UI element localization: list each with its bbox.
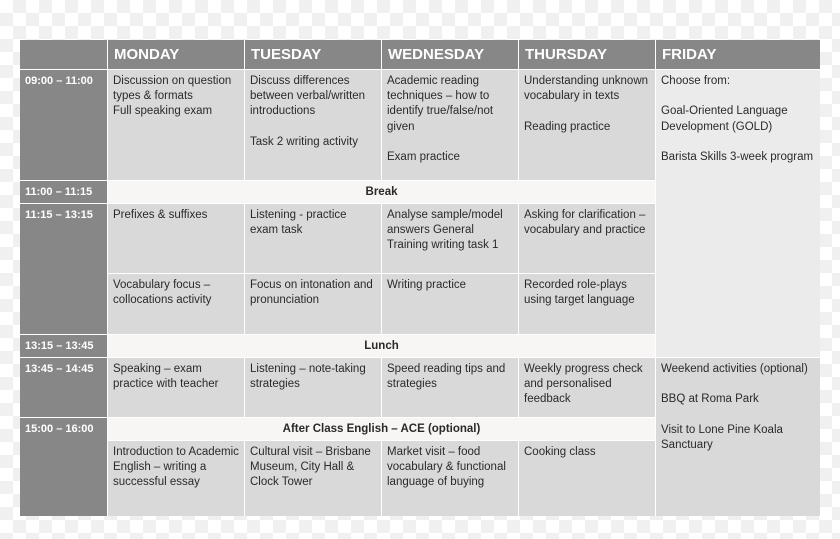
session-cell: Listening – note-taking strategies xyxy=(245,358,381,417)
weekly-timetable xyxy=(20,40,820,516)
time-slot: 11:00 – 11:15 xyxy=(20,181,107,203)
time-slot: 11:15 – 13:15 xyxy=(20,204,107,334)
session-cell: Market visit – food vocabulary & functional language of buying xyxy=(382,441,518,516)
time-slot: 09:00 – 11:00 xyxy=(20,70,107,180)
break-row: Break xyxy=(108,181,655,203)
session-cell: Vocabulary focus – collocations activity xyxy=(108,274,244,334)
session-cell: Introduction to Academic English – writing a successful essay xyxy=(108,441,244,516)
header-thursday: THURSDAY xyxy=(519,40,655,69)
session-cell: Speaking – exam practice with teacher xyxy=(108,358,244,417)
session-cell: Cultural visit – Brisbane Museum, City Hall & Clock Tower xyxy=(245,441,381,516)
friday-afternoon-activities: Weekend activities (optional) BBQ at Roma Park Visit to Lone Pine Koala Sanctuary xyxy=(656,358,820,516)
session-cell: Discuss differences between verbal/written introductions Task 2 writing activity xyxy=(245,70,381,180)
ace-row: After Class English – ACE (optional) xyxy=(108,418,655,440)
session-cell: Prefixes & suffixes xyxy=(108,204,244,273)
time-slot: 13:45 – 14:45 xyxy=(20,358,107,417)
session-cell: Writing practice xyxy=(382,274,518,334)
header-corner xyxy=(20,40,107,69)
lunch-row: Lunch xyxy=(108,335,655,357)
time-slot: 13:15 – 13:45 xyxy=(20,335,107,357)
session-cell: Listening - practice exam task xyxy=(245,204,381,273)
session-cell: Cooking class xyxy=(519,441,655,516)
session-cell: Analyse sample/model answers General Training writing task 1 xyxy=(382,204,518,273)
header-wednesday: WEDNESDAY xyxy=(382,40,518,69)
session-cell: Focus on intonation and pronunciation xyxy=(245,274,381,334)
time-slot: 15:00 – 16:00 xyxy=(20,418,107,516)
friday-morning-options: Choose from: Goal-Oriented Language Development (GOLD) Barista Skills 3-week program xyxy=(656,70,820,357)
session-cell: Academic reading techniques – how to identify true/false/not given Exam practice xyxy=(382,70,518,180)
header-monday: MONDAY xyxy=(108,40,244,69)
session-cell: Speed reading tips and strategies xyxy=(382,358,518,417)
session-cell: Understanding unknown vocabulary in texts Reading practice xyxy=(519,70,655,180)
session-cell: Recorded role-plays using target language xyxy=(519,274,655,334)
header-friday: FRIDAY xyxy=(656,40,820,69)
session-cell: Weekly progress check and personalised feedback xyxy=(519,358,655,417)
header-tuesday: TUESDAY xyxy=(245,40,381,69)
session-cell: Asking for clarification – vocabulary and practice xyxy=(519,204,655,273)
session-cell: Discussion on question types & formats Full speaking exam xyxy=(108,70,244,180)
